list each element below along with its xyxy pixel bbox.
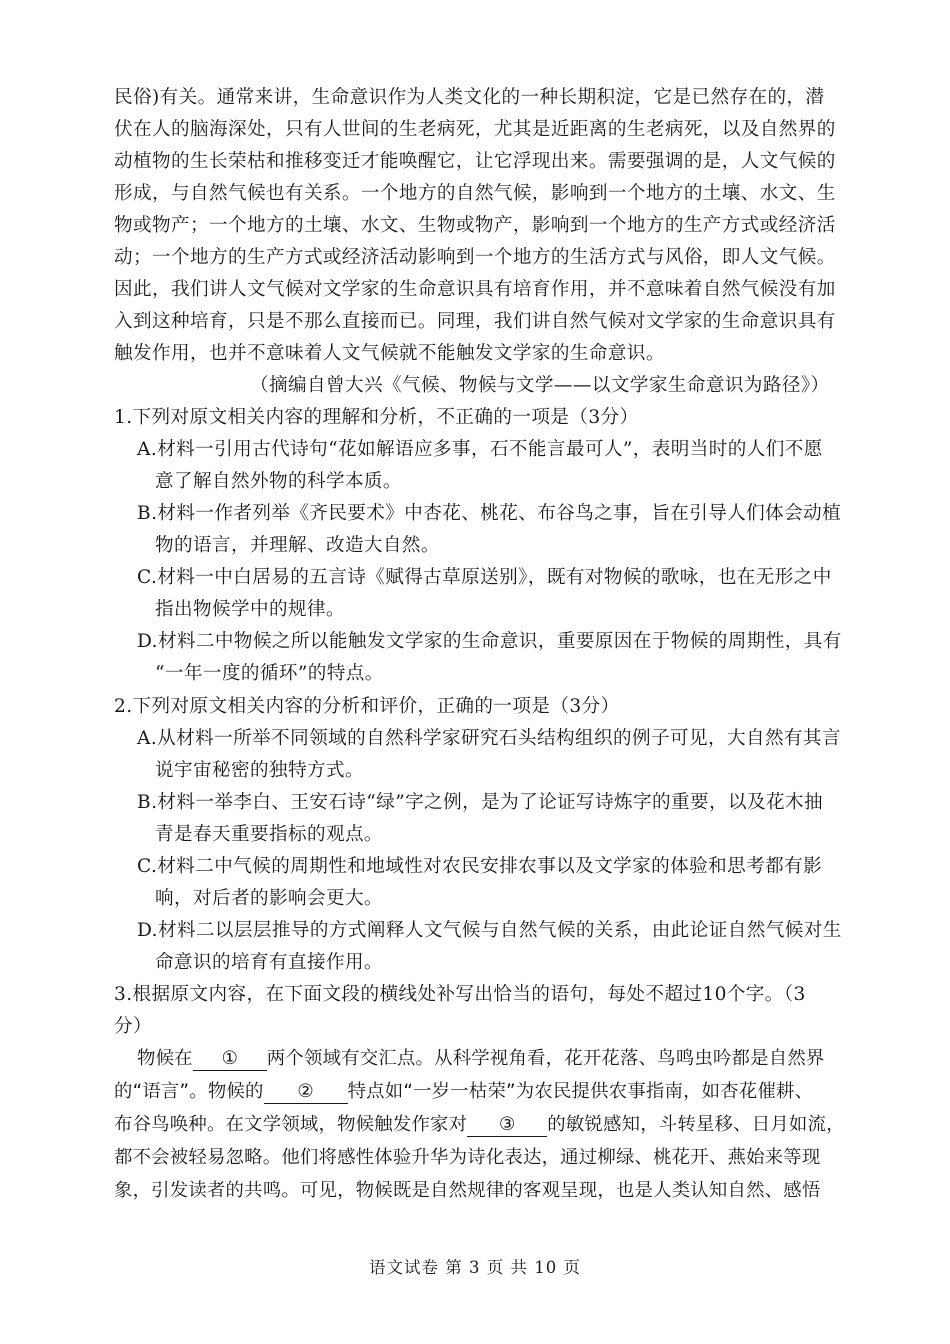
fill-blank-3[interactable]: ③ (467, 1114, 547, 1137)
q3-text: 两个领域有交汇点。从科学视角看，花开花落、鸟鸣虫吟都是自然界 (266, 1048, 825, 1069)
passage-line: 因此，我们讲人文气候对文学家的生命意识具有培育作用，并不意味着自然气候没有加 (114, 279, 836, 300)
question-2-stem: 2.下列对原文相关内容的分析和评价，正确的一项是（3分） (114, 696, 620, 717)
q2-option-a: A.从材料一所举不同领域的自然科学家研究石头结构组织的例子可见，大自然有其言 (137, 728, 841, 749)
question-3-stem: 3.根据原文内容，在下面文段的横线处补写出恰当的语句，每处不超过10个字。（3 (114, 984, 806, 1005)
q1-option-c-cont: 指出物候学中的规律。 (155, 599, 345, 620)
fill-blank-1[interactable]: ① (193, 1048, 267, 1071)
page-footer: 语文试卷 第 3 页 共 10 页 (369, 1258, 581, 1277)
q3-paragraph-line-4: 都不会被轻易忽略。他们将感性体验升华为诗化表达，通过柳绿、桃花开、燕始来等现 (114, 1147, 821, 1168)
q1-option-c: C.材料一中白居易的五言诗《赋得古草原送别》，既有对物候的歌咏，也在无形之中 (137, 567, 832, 588)
q3-text: 布谷鸟唤种。在文学领域，物候触发作家对 (114, 1114, 468, 1135)
passage-line: 民俗)有关。通常来讲，生命意识作为人类文化的一种长期积淀，它是已然存在的，潜 (114, 87, 825, 108)
q1-option-a: A.材料一引用古代诗句“花如解语应多事，石不能言最可人”，表明当时的人们不愿 (137, 439, 823, 460)
q2-option-b-cont: 青是春天重要指标的观点。 (155, 824, 383, 845)
q3-paragraph-line-5: 象，引发读者的共鸣。可见，物候既是自然规律的客观呈现，也是人类认知自然、感悟 (114, 1180, 821, 1201)
q2-option-c: C.材料二中气候的周期性和地域性对农民安排农事以及文学家的体验和思考都有影 (137, 856, 823, 877)
q1-option-a-cont: 意了解自然外物的科学本质。 (155, 471, 402, 492)
q3-paragraph-line-3 (114, 1113, 845, 1137)
q2-option-d-cont: 命意识的培育有直接作用。 (155, 952, 383, 973)
q2-option-d: D.材料二以层层推导的方式阐释人文气候与自然气候的关系，由此论证自然气候对生 (137, 920, 842, 941)
q3-paragraph-line-1 (137, 1047, 825, 1071)
q1-option-b: B.材料一作者列举《齐民要术》中杏花、桃花、布谷鸟之事，旨在引导人们体会动植 (137, 503, 842, 524)
q3-text: 的“语言”。物候的 (114, 1081, 264, 1102)
passage-line: 动植物的生长荣枯和推移变迁才能唤醒它，让它浮现出来。需要强调的是，人文气候的 (114, 151, 836, 172)
q1-option-d-cont: “一年一度的循环”的特点。 (155, 663, 384, 684)
q3-paragraph-line-2 (114, 1080, 813, 1104)
passage-line: 入到这种培育，只是不那么直接而已。同理，我们讲自然气候对文学家的生命意识具有 (114, 311, 836, 332)
passage-line: 形成，与自然气候也有关系。一个地方的自然气候，影响到一个地方的土壤、水文、生 (114, 183, 836, 204)
q2-option-a-cont: 说宇宙秘密的独特方式。 (155, 760, 364, 781)
q1-option-d: D.材料二中物候之所以能触发文学家的生命意识，重要原因在于物候的周期性，具有 (137, 631, 842, 652)
q3-text: 的敏锐感知，斗转星移、日月如流， (547, 1114, 845, 1135)
fill-blank-2[interactable]: ② (264, 1081, 348, 1104)
q1-option-b-cont: 物的语言，并理解、改造大自然。 (155, 535, 440, 556)
passage-line: 物或物产；一个地方的土壤、水文、生物或物产，影响到一个地方的生产方式或经济活 (114, 215, 836, 236)
question-3-stem-cont: 分） (114, 1016, 152, 1037)
q3-text: 特点如“一岁一枯荣”为农民提供农事指南，如杏花催耕、 (347, 1081, 814, 1102)
passage-line: 伏在人的脑海深处，只有人世间的生老病死，尤其是近距离的生老病死，以及自然界的 (114, 119, 836, 140)
q3-text: 物候在 (137, 1048, 193, 1069)
passage-line: 动；一个地方的生产方式或经济活动影响到一个地方的生活方式与风俗，即人文气候。 (114, 247, 836, 268)
question-1-stem: 1.下列对原文相关内容的理解和分析，不正确的一项是（3分） (114, 407, 639, 428)
q2-option-c-cont: 响，对后者的影响会更大。 (155, 888, 383, 909)
passage-source: （摘编自曾大兴《气候、物候与文学——以文学家生命意识为路径》） (250, 375, 830, 396)
passage-line: 触发作用，也并不意味着人文气候就不能触发文学家的生命意识。 (114, 343, 665, 364)
q2-option-b: B.材料一举李白、王安石诗“绿”字之例，是为了论证写诗炼字的重要，以及花木抽 (137, 792, 823, 813)
